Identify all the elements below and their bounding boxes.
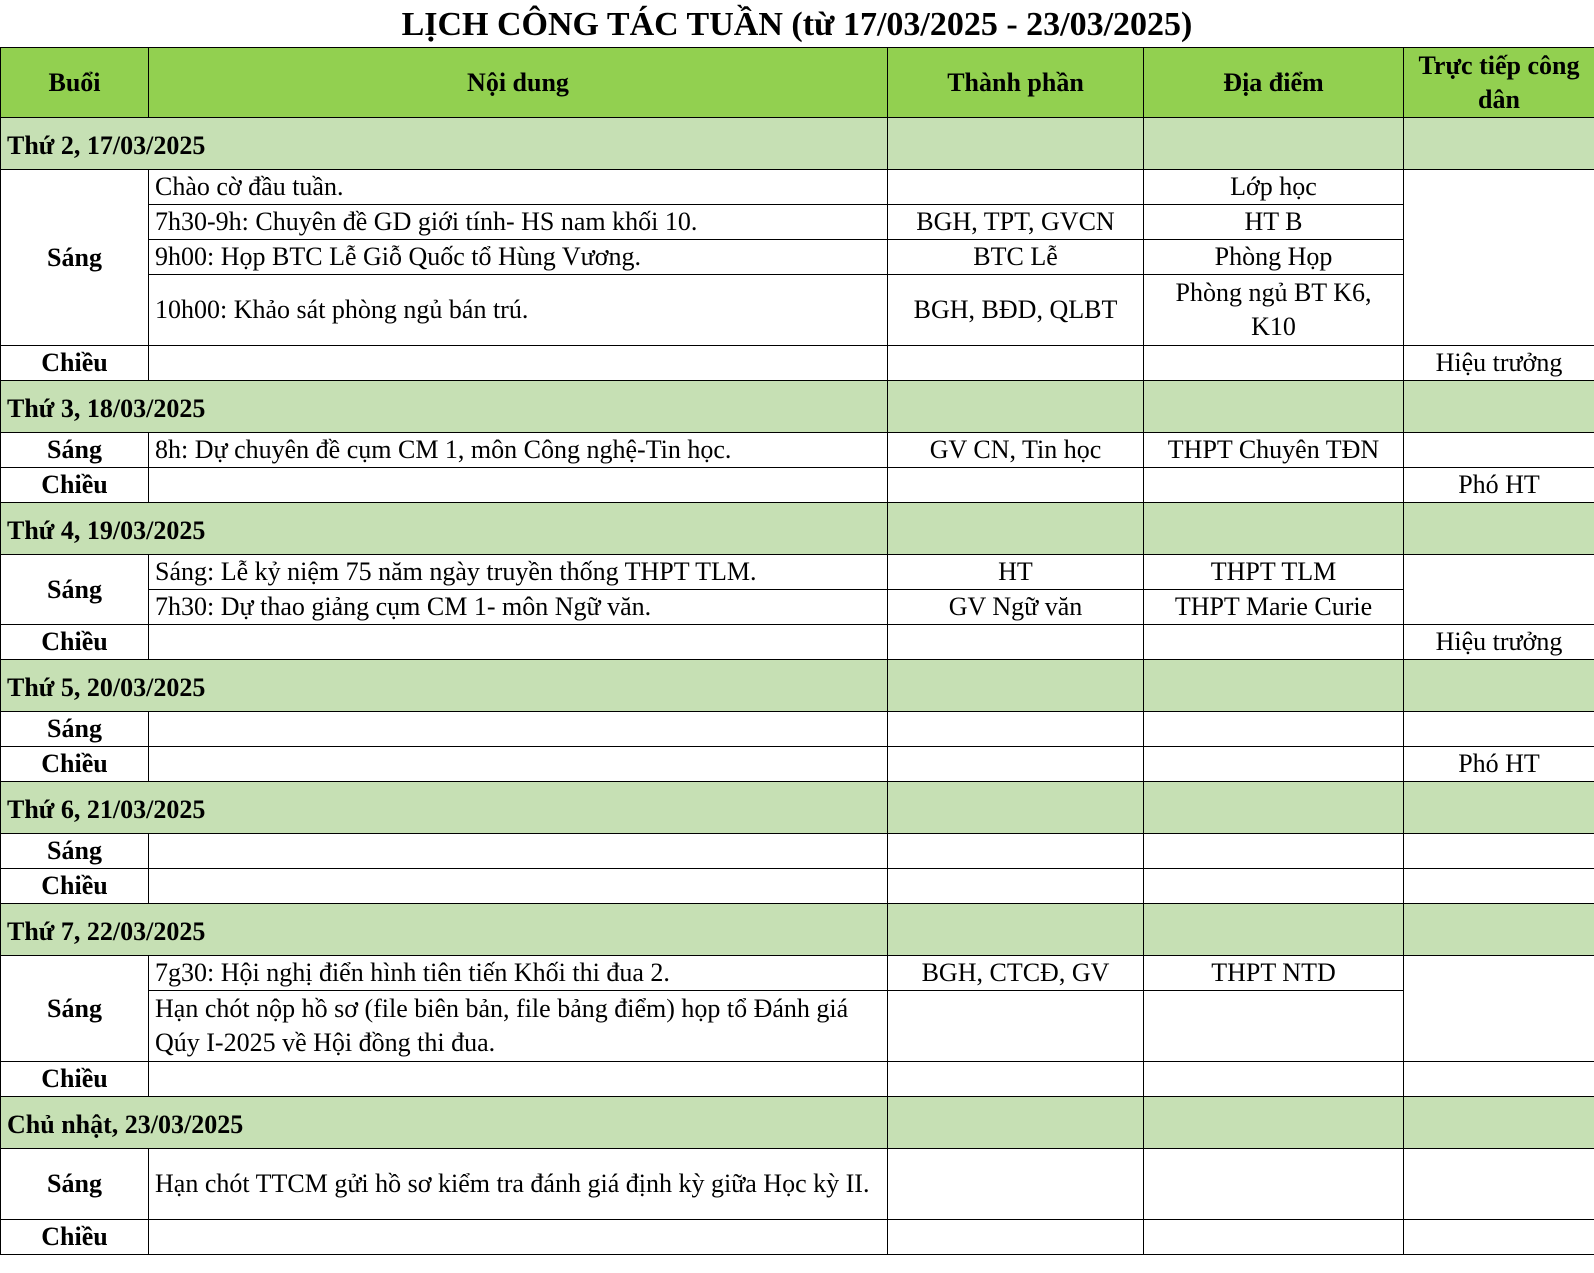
location-cell [1144,869,1404,904]
content-cell: 9h00: Họp BTC Lễ Giỗ Quốc tổ Hùng Vương. [149,240,888,275]
day-empty-cell [1404,660,1594,712]
schedule-row [1,170,1594,205]
content-cell: Chào cờ đầu tuần. [149,170,888,205]
content-cell: 8h: Dự chuyên đề cụm CM 1, môn Công nghệ-Tin học. [149,433,888,468]
day-empty-cell [1144,118,1404,170]
col-header-buoi: Buổi [1,48,149,118]
content-cell [149,346,888,381]
session-label-sang: Sáng [1,433,149,468]
duty-cell: Phó HT [1404,747,1594,782]
schedule-row [1,433,1594,468]
participants-cell [888,712,1144,747]
day-empty-cell [1404,782,1594,834]
day-label: Thứ 7, 22/03/2025 [1,904,888,956]
session-label-sang: Sáng [1,170,149,346]
schedule-row [1,1149,1594,1220]
schedule-row [1,1062,1594,1097]
day-row [1,904,1594,956]
schedule-row [1,1220,1594,1255]
location-cell [1144,468,1404,503]
participants-cell: GV CN, Tin học [888,433,1144,468]
day-row [1,1097,1594,1149]
duty-cell [1404,170,1594,346]
participants-cell: BTC Lễ [888,240,1144,275]
location-cell: THPT TLM [1144,555,1404,590]
content-cell: Sáng: Lễ kỷ niệm 75 năm ngày truyền thống THPT TLM. [149,555,888,590]
location-cell: THPT Marie Curie [1144,590,1404,625]
day-empty-cell [888,118,1144,170]
content-cell: Hạn chót TTCM gửi hồ sơ kiểm tra đánh giá định kỳ giữa Học kỳ II. [149,1149,888,1220]
schedule-row [1,205,1594,240]
location-cell: THPT NTD [1144,956,1404,991]
day-empty-cell [1404,503,1594,555]
session-label-sang: Sáng [1,956,149,1062]
content-cell [149,869,888,904]
day-label: Thứ 2, 17/03/2025 [1,118,888,170]
location-cell: HT B [1144,205,1404,240]
participants-cell: BGH, BĐD, QLBT [888,275,1144,346]
participants-cell [888,1220,1144,1255]
page-title: LỊCH CÔNG TÁC TUẦN (từ 17/03/2025 - 23/03/2025) [401,6,1193,43]
content-cell [149,625,888,660]
participants-cell: GV Ngữ văn [888,590,1144,625]
location-cell [1144,625,1404,660]
duty-cell [1404,433,1594,468]
day-empty-cell [888,1097,1144,1149]
participants-cell [888,468,1144,503]
location-cell: Lớp học [1144,170,1404,205]
day-label: Thứ 3, 18/03/2025 [1,381,888,433]
content-cell: Hạn chót nộp hồ sơ (file biên bản, file bảng điểm) họp tổ Đánh giá Qúy I-2025 về Hội đồng thi đua. [149,991,888,1062]
content-cell [149,468,888,503]
location-cell [1144,346,1404,381]
col-header-dia-diem: Địa điểm [1144,48,1404,118]
schedule-row [1,346,1594,381]
schedule-row [1,869,1594,904]
schedule-row [1,747,1594,782]
col-header-noi-dung: Nội dung [149,48,888,118]
session-label-sang: Sáng [1,1149,149,1220]
location-cell: THPT Chuyên TĐN [1144,433,1404,468]
col-header-truc-tiep: Trực tiếp công dân [1404,48,1594,118]
location-cell: Phòng ngủ BT K6, K10 [1144,275,1404,346]
day-empty-cell [888,660,1144,712]
schedule-row [1,956,1594,991]
session-label-chieu: Chiều [1,747,149,782]
location-cell: Phòng Họp [1144,240,1404,275]
session-label-chieu: Chiều [1,468,149,503]
location-cell [1144,1062,1404,1097]
location-cell [1144,712,1404,747]
location-cell [1144,1149,1404,1220]
participants-cell: HT [888,555,1144,590]
duty-cell: Hiệu trưởng [1404,346,1594,381]
participants-cell [888,869,1144,904]
duty-cell [1404,1062,1594,1097]
day-row [1,503,1594,555]
participants-cell [888,1062,1144,1097]
content-cell [149,712,888,747]
participants-cell: BGH, TPT, GVCN [888,205,1144,240]
day-empty-cell [888,503,1144,555]
day-label: Thứ 5, 20/03/2025 [1,660,888,712]
session-label-sang: Sáng [1,712,149,747]
participants-cell: BGH, CTCĐ, GV [888,956,1144,991]
participants-cell [888,170,1144,205]
day-empty-cell [1144,782,1404,834]
content-cell: 7h30: Dự thao giảng cụm CM 1- môn Ngữ văn. [149,590,888,625]
duty-cell [1404,1149,1594,1220]
participants-cell [888,834,1144,869]
content-cell: 10h00: Khảo sát phòng ngủ bán trú. [149,275,888,346]
day-row [1,660,1594,712]
day-label: Thứ 6, 21/03/2025 [1,782,888,834]
day-empty-cell [1144,904,1404,956]
session-label-chieu: Chiều [1,346,149,381]
day-empty-cell [1144,381,1404,433]
session-label-sang: Sáng [1,834,149,869]
day-empty-cell [1404,381,1594,433]
day-empty-cell [1144,660,1404,712]
day-empty-cell [888,782,1144,834]
schedule-row [1,275,1594,346]
duty-cell [1404,869,1594,904]
location-cell [1144,991,1404,1062]
duty-cell [1404,1220,1594,1255]
day-empty-cell [888,904,1144,956]
content-cell [149,1220,888,1255]
day-empty-cell [888,381,1144,433]
day-row [1,782,1594,834]
day-label: Thứ 4, 19/03/2025 [1,503,888,555]
duty-cell [1404,712,1594,747]
day-empty-cell [1404,1097,1594,1149]
day-label: Chủ nhật, 23/03/2025 [1,1097,888,1149]
schedule-row [1,555,1594,590]
content-cell [149,834,888,869]
participants-cell [888,1149,1144,1220]
schedule-row [1,468,1594,503]
schedule-row [1,991,1594,1062]
duty-cell: Phó HT [1404,468,1594,503]
content-cell: 7h30-9h: Chuyên đề GD giới tính- HS nam khối 10. [149,205,888,240]
duty-cell: Hiệu trưởng [1404,625,1594,660]
participants-cell [888,991,1144,1062]
day-row [1,118,1594,170]
day-empty-cell [1144,503,1404,555]
schedule-table [0,47,1594,1255]
content-cell: 7g30: Hội nghị điển hình tiên tiến Khối thi đua 2. [149,956,888,991]
session-label-chieu: Chiều [1,869,149,904]
schedule-row [1,590,1594,625]
duty-cell [1404,834,1594,869]
duty-cell [1404,555,1594,625]
schedule-row [1,240,1594,275]
schedule-row [1,712,1594,747]
session-label-chieu: Chiều [1,1062,149,1097]
participants-cell [888,346,1144,381]
day-empty-cell [1404,904,1594,956]
session-label-chieu: Chiều [1,1220,149,1255]
location-cell [1144,1220,1404,1255]
participants-cell [888,625,1144,660]
day-row [1,381,1594,433]
col-header-thanh-phan: Thành phần [888,48,1144,118]
schedule-row [1,625,1594,660]
header-row [1,48,1594,118]
session-label-sang: Sáng [1,555,149,625]
schedule-row [1,834,1594,869]
duty-cell [1404,956,1594,1062]
location-cell [1144,834,1404,869]
day-empty-cell [1404,118,1594,170]
content-cell [149,747,888,782]
day-empty-cell [1144,1097,1404,1149]
session-label-chieu: Chiều [1,625,149,660]
participants-cell [888,747,1144,782]
content-cell [149,1062,888,1097]
location-cell [1144,747,1404,782]
